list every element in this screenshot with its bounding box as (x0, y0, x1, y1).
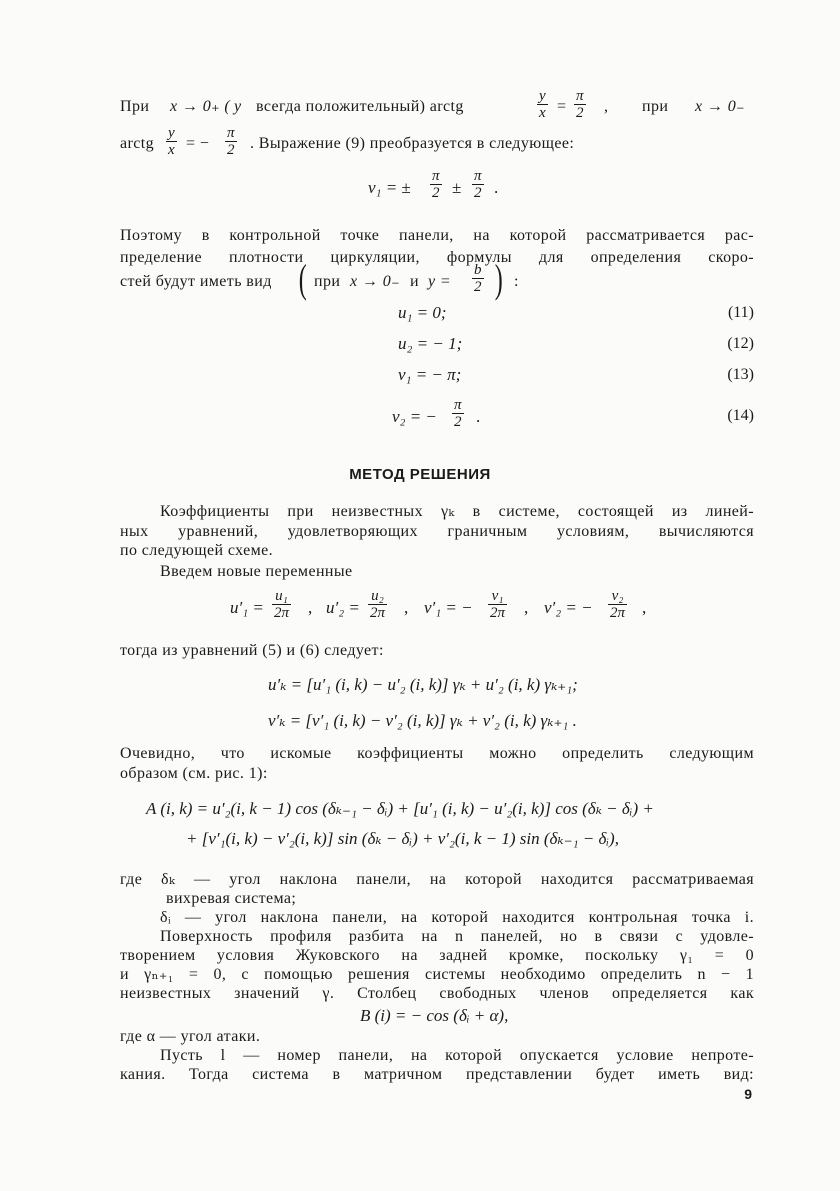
para5-line-4: Поверхность профиля разбита на n панелей, но в связи с удовле- (160, 928, 754, 945)
equation-B: B (i) = − cos (δᵢ + α), (360, 1006, 509, 1025)
para5-line-3: δᵢ — угол наклона панели, на которой находится контрольная точка i. (160, 909, 754, 926)
always-positive-text: всегда положительный) arctg (256, 98, 464, 115)
denominator: 2 (474, 185, 482, 201)
period-2: . (476, 407, 481, 426)
transform-text: . Выражение (9) преобразуется в следующее: (250, 135, 575, 152)
para5-line-5: творением условия Жуковского на задней кромке, поскольку γ₁ = 0 (120, 947, 754, 964)
equation-12: u₂ = − 1; (398, 334, 463, 353)
equation-number-13: (13) (727, 366, 754, 383)
comma-1: , (308, 598, 313, 617)
word-pri-3: при (314, 273, 341, 290)
para5-line-7: неизвестных значений γ. Столбец свободных членов определяется как (120, 985, 754, 1002)
then-text: тогда из уравнений (5) и (6) следует: (120, 642, 384, 659)
word-pri: При (120, 98, 150, 115)
fraction-pi-over-2 (574, 88, 586, 121)
fraction-pi-2-second (472, 168, 484, 201)
para2-line-1: Поэтому в контрольной точке панели, на которой рассматривается рас- (120, 227, 754, 244)
equals-sign: = (557, 98, 567, 115)
page-number: 9 (744, 1086, 752, 1102)
section-title: МЕТОД РЕШЕНИЯ (349, 466, 491, 483)
para4-line-1: Очевидно, что искомые коэффициенты можно определить следующим (120, 745, 754, 762)
denominator: 2π (274, 605, 290, 621)
v2-prime: v′₂ = − (544, 598, 593, 617)
plus-minus: ± (452, 178, 462, 197)
denominator: x (539, 105, 547, 121)
colon: : (514, 273, 519, 290)
para3-line-3: по следующей схеме. (120, 542, 274, 559)
equation-14 (392, 396, 502, 436)
u1-prime: u′₁ = (230, 598, 264, 617)
equation-number-11: (11) (727, 304, 754, 321)
para2-line-3 (120, 258, 620, 302)
equation-11: u₁ = 0; (398, 303, 447, 322)
speeds-text: стей будут иметь вид (120, 273, 272, 290)
para6-line-2: Пусть l — номер панели, на которой опускается условие непроте- (160, 1047, 754, 1064)
left-paren: ( (298, 256, 307, 301)
comma-4: , (642, 598, 647, 617)
numerator: u₂ (368, 588, 387, 605)
denominator: 2 (576, 105, 584, 121)
para5-line-2: вихревая система; (166, 890, 297, 907)
denominator: 2 (474, 279, 482, 295)
v2-lhs: v₂ = − (392, 407, 437, 426)
equation-vk: v′ₖ = [v′₁ (i, k) − v′₂ (i, k)] γₖ + v′₂ (i, k) γₖ₊₁ . (268, 711, 577, 730)
v1-prime: v′₁ = − (424, 598, 473, 617)
fraction-v2-over-2pi (608, 588, 627, 621)
fraction-pi-over-2-c (452, 397, 464, 430)
word-pri-2: при (642, 98, 669, 115)
numerator: π (576, 88, 584, 104)
v1-lhs: v₁ = ± (368, 178, 411, 197)
equation-A-line-2: + [v′₁(i, k) − v′₂(i, k)] sin (δₖ − δᵢ) + v′₂(i, k − 1) sin (δₖ₋₁ − δᵢ), (186, 829, 619, 848)
numerator: π (432, 168, 440, 184)
denominator: 2 (454, 414, 462, 430)
numerator: π (454, 397, 462, 413)
comma-2: , (404, 598, 409, 617)
para4-line-2: образом (см. рис. 1): (120, 765, 268, 782)
para5-line-1: где δₖ — угол наклона панели, на которой находится рассматриваемая (120, 871, 754, 888)
numerator: u₁ (272, 588, 291, 605)
x-to-0plus: x → 0₊ ( (170, 98, 231, 115)
y-var: y (234, 98, 242, 115)
numerator: π (227, 125, 235, 141)
para3-line-2: ных уравнений, удовлетворяющих граничным условиям, вычисляются (120, 523, 754, 540)
comma: , (604, 98, 609, 115)
fraction-pi-2-first (430, 168, 442, 201)
numerator: π (474, 168, 482, 184)
numerator: y (168, 125, 176, 141)
x-to-0minus-2: x → 0₋ (350, 273, 400, 290)
denominator: 2π (610, 605, 626, 621)
para-top-line-2 (120, 124, 760, 164)
denominator: 2π (370, 605, 386, 621)
fraction-b-over-2 (472, 262, 484, 295)
denominator: 2 (227, 142, 235, 158)
word-i: и (410, 273, 419, 290)
para3-line-1: Коэффициенты при неизвестных γₖ в системе, состоящей из линей- (160, 503, 754, 520)
x-to-0minus: x → 0₋ (695, 98, 745, 115)
equation-number-14: (14) (727, 407, 754, 424)
fraction-v1-over-2pi (488, 588, 507, 621)
para2-line-2: пределение плотности циркуляции, формулы для определения скоро- (120, 249, 754, 266)
numerator: y (539, 88, 547, 104)
arctg-label: arctg (120, 135, 154, 152)
para6-line-1: где α — угол атаки. (120, 1028, 261, 1045)
y-equals: y = (428, 273, 452, 290)
comma-3: , (524, 598, 529, 617)
fraction-u1-over-2pi (272, 588, 291, 621)
denominator: 2π (490, 605, 506, 621)
u2-prime: u′₂ = (326, 598, 360, 617)
para5-line-6: и γₙ₊₁ = 0, с помощью решения системы необходимо определить n − 1 (120, 966, 754, 983)
equation-A-line-1: A (i, k) = u′₂(i, k − 1) cos (δₖ₋₁ − δᵢ) + [u′₁ (i, k) − u′₂(i, k)] cos (δₖ − δᵢ) + (146, 799, 654, 818)
period: . (494, 178, 499, 197)
new-variables (230, 586, 650, 630)
right-paren: ) (494, 256, 503, 301)
fraction-pi-over-2-b (225, 125, 237, 158)
numerator: b (474, 262, 482, 278)
para6-line-3: кания. Тогда система в матричном представлении будет иметь вид: (120, 1066, 754, 1083)
para3-line-4: Введем новые переменные (160, 563, 353, 580)
para-top-line-1 (120, 88, 755, 124)
equals-minus: = − (186, 135, 210, 152)
denominator: 2 (432, 185, 440, 201)
equation-number-12: (12) (727, 335, 754, 352)
equation-uk: u′ₖ = [u′₁ (i, k) − u′₂ (i, k)] γₖ + u′₂ (i, k) γₖ₊₁; (268, 675, 578, 694)
equation-v1 (368, 168, 538, 208)
fraction-y-over-x-2 (166, 125, 177, 158)
numerator: v₁ (488, 588, 507, 605)
denominator: x (168, 142, 176, 158)
numerator: v₂ (608, 588, 627, 605)
fraction-y-over-x (537, 88, 548, 121)
fraction-u2-over-2pi (368, 588, 387, 621)
equation-13: v₁ = − π; (398, 365, 462, 384)
